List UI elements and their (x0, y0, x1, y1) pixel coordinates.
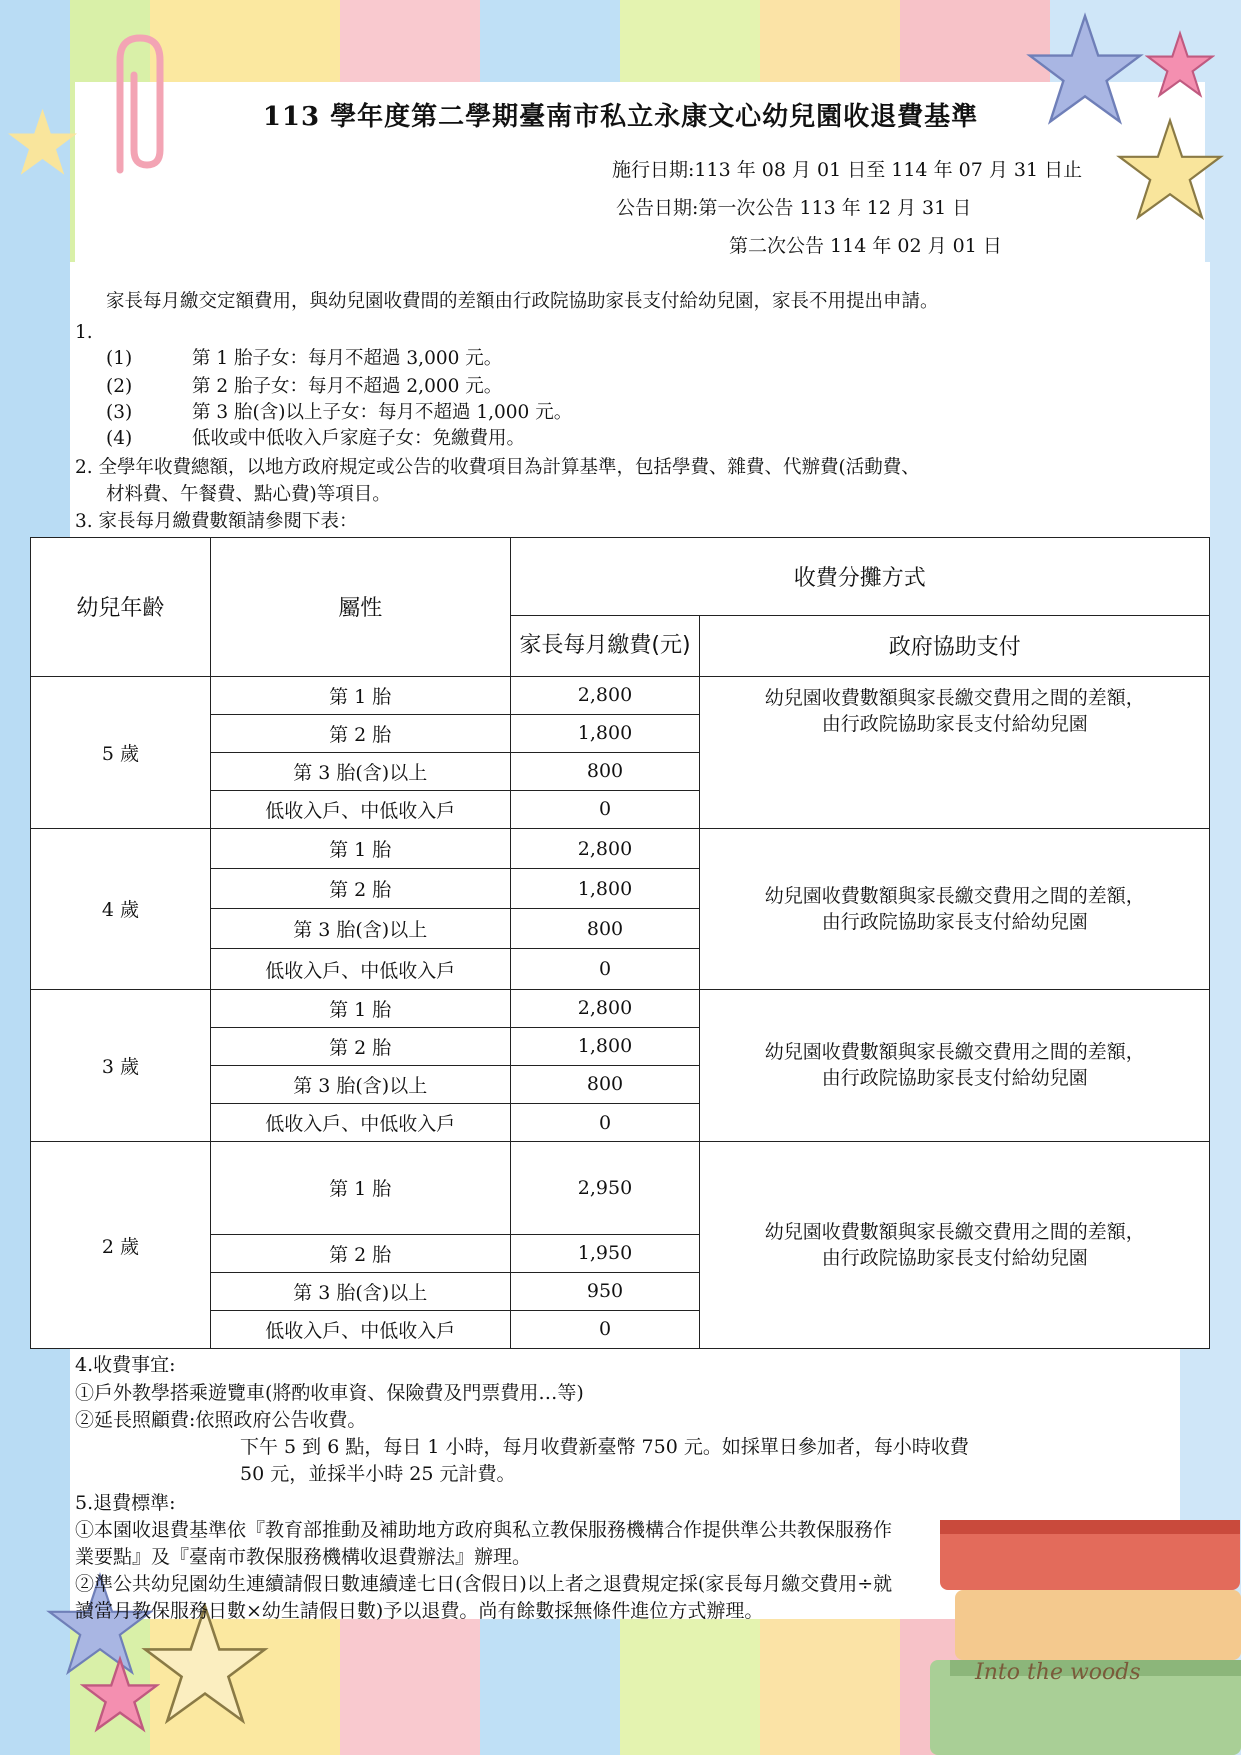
table-row (31, 1142, 1210, 1234)
announce-date-2: 第二次公告 114 年 02 月 01 日 (729, 235, 1002, 257)
header-gov-support: 政府協助支付 (700, 616, 1210, 676)
attr-cell: 第 3 胎(含)以上 (210, 752, 510, 790)
attr-cell: 第 1 胎 (210, 1142, 510, 1234)
section2-line2: 材料費、午餐費、點心費)等項目。 (106, 484, 391, 505)
fee-cell: 2,800 (510, 989, 700, 1027)
attr-cell: 第 2 胎 (210, 714, 510, 752)
attr-cell: 低收入戶、中低收入戶 (210, 790, 510, 828)
fee-cell: 1,800 (510, 714, 700, 752)
fee-cell: 0 (510, 1310, 700, 1348)
attr-cell: 第 1 胎 (210, 829, 510, 869)
fee-cell: 0 (510, 790, 700, 828)
star-icon (80, 1655, 160, 1735)
section4-item1: ①戶外教學搭乘遊覽車(將酌收車資、保險費及門票費用…等) (75, 1382, 584, 1404)
fee-cell: 2,800 (510, 829, 700, 869)
star-icon (1145, 30, 1215, 100)
section5-item2-line2: 讀當月教保服務日數×幼生請假日數)予以退費。尚有餘數採無條件進位方式辦理。 (75, 1600, 764, 1622)
age-cell: 2 歲 (31, 1142, 211, 1349)
announce-date-1: 公告日期:第一次公告 113 年 12 月 31 日 (616, 197, 972, 219)
gov-text-line2: 由行政院協助家長支付給幼兒園 (821, 1247, 1088, 1270)
attr-cell: 低收入戶、中低收入戶 (210, 949, 510, 989)
fee-cell: 2,800 (510, 676, 700, 714)
gov-text-line1: 幼兒園收費數額與家長繳交費用之間的差額， (764, 1041, 1145, 1064)
section1-item-num: (3) (106, 402, 133, 423)
fee-cell: 1,800 (510, 1027, 700, 1065)
section1-item-num: (1) (106, 348, 133, 369)
header-age: 幼兒年齡 (31, 538, 211, 677)
gov-text-line1: 幼兒園收費數額與家長繳交費用之間的差額， (764, 686, 1145, 709)
section4-item2: ②延長照顧費:依照政府公告收費。 (75, 1409, 367, 1431)
section4-item2-line2: 下午 5 到 6 點，每日 1 小時，每月收費新臺幣 750 元。如採單日參加者，每小時收費 (240, 1436, 969, 1458)
book-title: Into the woods (975, 1660, 1141, 1685)
table-row (31, 989, 1210, 1027)
section1-item-text: 第 3 胎(含)以上子女：每月不超過 1,000 元。 (192, 402, 573, 423)
section1-text: 家長每月繳交定額費用，與幼兒園收費間的差額由行政院協助家長支付給幼兒園，家長不用提出申請。 (106, 291, 939, 312)
attr-cell: 低收入戶、中低收入戶 (210, 1310, 510, 1348)
attr-cell: 第 3 胎(含)以上 (210, 1272, 510, 1310)
attr-cell: 第 2 胎 (210, 1234, 510, 1272)
attr-cell: 第 3 胎(含)以上 (210, 909, 510, 949)
header-attribute: 屬性 (210, 538, 510, 677)
fee-cell: 0 (510, 949, 700, 989)
section4-item2-line3: 50 元，並採半小時 25 元計費。 (240, 1463, 516, 1485)
section2-line1: 2. 全學年收費總額，以地方政府規定或公告的收費項目為計算基準，包括學費、雜費、代辦費(活動費、 (75, 457, 920, 478)
attr-cell: 低收入戶、中低收入戶 (210, 1104, 510, 1142)
section4-heading: 4.收費事宜: (75, 1354, 176, 1376)
header-fee-split: 收費分攤方式 (510, 538, 1209, 616)
fee-cell: 2,950 (510, 1142, 700, 1234)
gov-cell (700, 989, 1210, 1142)
books-icon (930, 1500, 1241, 1755)
attr-cell: 第 2 胎 (210, 869, 510, 909)
gov-cell (700, 676, 1210, 829)
attr-cell: 第 2 胎 (210, 1027, 510, 1065)
gov-cell (700, 829, 1210, 990)
section5-item1-line1: ①本園收退費基準依『教育部推動及補助地方政府與私立教保服務機構合作提供準公共教保服務作 (75, 1519, 893, 1541)
fee-cell: 800 (510, 1065, 700, 1103)
fee-cell: 800 (510, 909, 700, 949)
gov-text-line2: 由行政院協助家長支付給幼兒園 (821, 712, 1088, 735)
attr-cell: 第 1 胎 (210, 989, 510, 1027)
age-cell: 3 歲 (31, 989, 211, 1142)
gov-cell (700, 1142, 1210, 1349)
table-row (31, 676, 1210, 714)
section1-item-num: (2) (106, 376, 133, 397)
effective-date: 施行日期:113 年 08 月 01 日至 114 年 07 月 31 日止 (612, 159, 1083, 181)
fee-cell: 950 (510, 1272, 700, 1310)
gov-text-line1: 幼兒園收費數額與家長繳交費用之間的差額， (764, 884, 1145, 907)
page-title: 113 學年度第二學期臺南市私立永康文心幼兒園收退費基準 (262, 102, 979, 132)
fee-cell: 1,950 (510, 1234, 700, 1272)
section1-item-num: (4) (106, 428, 133, 449)
section1-number: 1. (75, 322, 93, 343)
section5-heading: 5.退費標準: (75, 1492, 176, 1514)
section3-text: 3. 家長每月繳費數額請參閱下表： (75, 511, 358, 532)
attr-cell: 第 3 胎(含)以上 (210, 1065, 510, 1103)
section5-item1-line2: 業要點』及『臺南市教保服務機構收退費辦法』辦理。 (75, 1546, 532, 1568)
attr-cell: 第 1 胎 (210, 676, 510, 714)
fee-table (30, 537, 1210, 1349)
table-row (31, 829, 1210, 869)
header-parent-fee: 家長每月繳費(元) (510, 616, 700, 676)
section1-item-text: 第 2 胎子女：每月不超過 2,000 元。 (192, 376, 503, 397)
fee-cell: 1,800 (510, 869, 700, 909)
section1-item-text: 低收或中低收入戶家庭子女：免繳費用。 (192, 428, 526, 449)
age-cell: 4 歲 (31, 829, 211, 990)
fee-cell: 800 (510, 752, 700, 790)
age-cell: 5 歲 (31, 676, 211, 829)
gov-text-line2: 由行政院協助家長支付給幼兒園 (821, 910, 1088, 933)
gov-text-line1: 幼兒園收費數額與家長繳交費用之間的差額， (764, 1221, 1145, 1244)
fee-cell: 0 (510, 1104, 700, 1142)
section5-item2-line1: ②準公共幼兒園幼生連續請假日數連續達七日(含假日)以上者之退費規定採(家長每月繳交費用÷就 (75, 1573, 893, 1595)
section1-item-text: 第 1 胎子女：每月不超過 3,000 元。 (192, 348, 503, 369)
gov-text-line2: 由行政院協助家長支付給幼兒園 (821, 1067, 1088, 1090)
